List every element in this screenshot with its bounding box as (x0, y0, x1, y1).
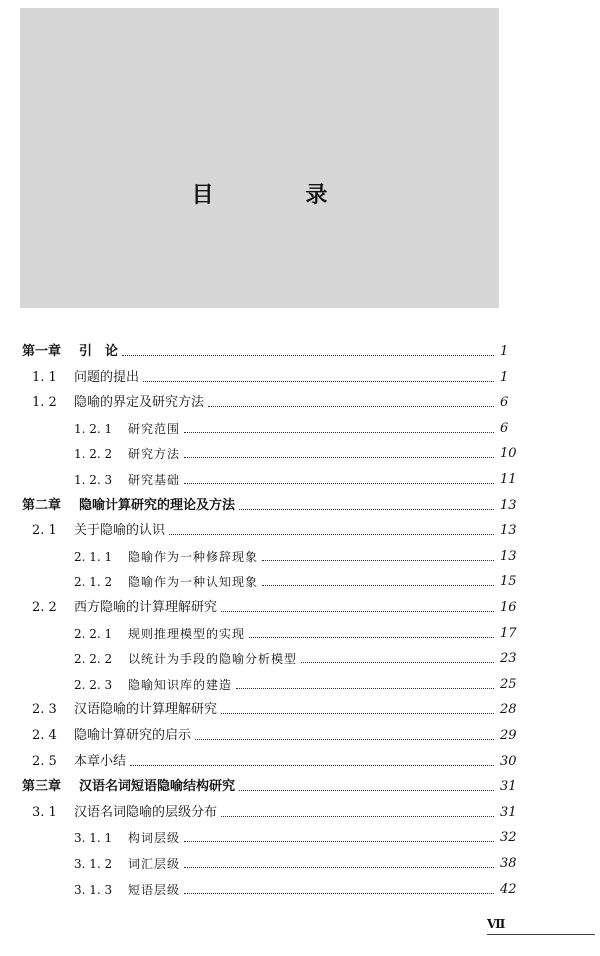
toc-entry (0, 824, 600, 846)
toc-entry-page-number: 13 (500, 523, 517, 539)
toc-entry (0, 440, 600, 462)
toc-entry (0, 594, 600, 616)
toc-entry-page-number: 1 (500, 344, 509, 359)
dot-leader (184, 457, 494, 458)
toc-entry (0, 620, 600, 642)
toc-entry-page-number: 17 (500, 625, 517, 641)
dot-leader (184, 893, 494, 894)
toc-entry-number: 2. 2. 1 (74, 626, 113, 641)
toc-entry-title: 关于隐喻的认识 (74, 523, 166, 539)
toc-entry-title: 本章小结 (74, 753, 127, 769)
toc-entry-number: 2. 2. 3 (74, 677, 113, 692)
toc-entry-row (32, 696, 500, 718)
toc-entry-row (74, 824, 500, 846)
toc-entry-page (500, 671, 600, 693)
toc-entry-title: 问题的提出 (74, 369, 140, 385)
toc-entry-page-number: 31 (500, 804, 517, 820)
toc-entry-number: 第一章 (22, 344, 62, 359)
toc-entry-page (500, 594, 600, 616)
toc-entry-page (500, 620, 600, 642)
toc-entry-page-number: 13 (500, 548, 517, 564)
toc-entry (0, 338, 600, 360)
toc-entry-page-number: 28 (500, 702, 517, 718)
toc-entry-page (500, 748, 600, 770)
dot-leader (236, 688, 494, 689)
toc-entry-page (500, 773, 600, 795)
toc-entry-number: 2. 1 (32, 523, 57, 539)
toc-entry (0, 773, 600, 795)
toc-entry-page (500, 850, 600, 872)
toc-entry-number: 2. 2. 2 (74, 652, 113, 667)
toc-entry-number: 3. 1. 3 (74, 882, 113, 897)
toc-entry (0, 748, 600, 770)
toc-entry-row (32, 389, 500, 411)
toc-entry-row (32, 594, 500, 616)
toc-entry-number: 2. 3 (32, 702, 57, 718)
dot-leader (130, 765, 494, 766)
toc-entry-page-number: 6 (500, 395, 509, 411)
toc-entry (0, 850, 600, 872)
toc-entry-title: 研究基础 (128, 473, 181, 487)
toc-entry-row (32, 722, 500, 744)
toc-entry-title: 引 论 (79, 344, 119, 359)
toc-entry (0, 492, 600, 514)
dot-leader (143, 381, 494, 382)
toc-entry (0, 696, 600, 718)
toc-entry-page-number: 31 (500, 779, 517, 795)
dot-leader (249, 637, 494, 638)
toc-entry-row (74, 620, 500, 642)
toc-entry-page (500, 696, 600, 718)
toc-entry-page (500, 517, 600, 539)
dot-leader (221, 611, 494, 612)
toc-entry (0, 415, 600, 437)
toc-entry-title: 隐喻计算研究的理论及方法 (79, 497, 236, 513)
dot-leader (221, 713, 494, 714)
toc-entry-number: 第二章 (22, 497, 62, 513)
toc-entry-title: 词汇层级 (128, 857, 181, 871)
dot-leader (122, 355, 494, 356)
toc-entry-page (500, 440, 600, 462)
toc-entry-page-number: 15 (500, 574, 517, 590)
dot-leader (301, 662, 494, 663)
toc-entry-number: 1. 2 (32, 395, 57, 411)
toc-entry-page-number: 13 (500, 497, 517, 513)
toc-entry-title: 构词层级 (128, 831, 181, 846)
dot-leader (262, 560, 494, 561)
toc-entry-page-number: 23 (500, 651, 517, 667)
toc-entry (0, 799, 600, 821)
toc-entry-page (500, 645, 600, 667)
toc-entry (0, 671, 600, 693)
toc-entry-page (500, 492, 600, 514)
toc-entry-title: 西方隐喻的计算理解研究 (74, 600, 218, 615)
toc-entry-row (74, 568, 500, 590)
dot-leader (184, 867, 494, 868)
dot-leader (239, 790, 494, 791)
toc-entry-page (500, 389, 600, 411)
toc-entry-title: 隐喻计算研究的启示 (74, 728, 192, 743)
toc-entry (0, 722, 600, 744)
toc-entry-number: 1. 2. 1 (74, 421, 113, 436)
toc-entry-row (74, 671, 500, 693)
dot-leader (239, 509, 494, 510)
toc-entry-page-number: 30 (500, 753, 517, 769)
toc-entry-title: 研究范围 (128, 421, 181, 436)
toc-entry-number: 2. 1. 2 (74, 575, 113, 590)
dot-leader (208, 406, 494, 407)
toc-entry-page-number: 1 (500, 369, 509, 385)
toc-entry-page-number: 42 (500, 881, 517, 897)
toc-entry-page-number: 6 (500, 420, 509, 436)
toc-entry-number: 第三章 (22, 779, 62, 795)
toc-entry-row (22, 492, 500, 514)
toc-entry-page (500, 415, 600, 437)
toc-entry-number: 2. 5 (32, 753, 57, 769)
dot-leader (221, 816, 494, 817)
toc-entry-row (74, 543, 500, 565)
toc-entry-number: 3. 1. 1 (74, 831, 113, 846)
toc-entry-title: 汉语隐喻的计算理解研究 (74, 702, 218, 718)
toc-entry-row (74, 440, 500, 462)
toc-entry-row (74, 466, 500, 488)
toc-entry-page (500, 543, 600, 565)
toc-entry-title: 以统计为手段的隐喻分析模型 (128, 652, 298, 667)
toc-entry-page (500, 364, 600, 386)
toc-entry-row (74, 876, 500, 898)
toc-entry-row (32, 748, 500, 770)
toc-entry-number: 2. 1. 1 (74, 549, 113, 564)
dot-leader (184, 432, 494, 433)
toc-entry-page-number: 32 (500, 830, 517, 846)
toc-entry-page-number: 25 (500, 676, 517, 692)
toc-entry (0, 517, 600, 539)
toc-entry-page-number: 38 (500, 856, 517, 871)
toc-entry-title: 隐喻作为一种修辞现象 (128, 549, 259, 564)
toc-entry-page (500, 799, 600, 821)
toc-entry-row (74, 645, 500, 667)
toc-entry-row (32, 799, 500, 821)
toc-entry-number: 1. 2. 2 (74, 447, 113, 462)
toc-entry (0, 568, 600, 590)
toc-entry-number: 1. 2. 3 (74, 473, 113, 487)
toc-entry-page (500, 338, 600, 360)
toc-entry-number: 3. 1 (32, 804, 57, 820)
toc-entry-row (32, 517, 500, 539)
toc-entry (0, 466, 600, 488)
toc-entry-row (74, 850, 500, 872)
toc-entry-title: 隐喻知识库的建造 (128, 677, 233, 692)
toc-entry-page (500, 722, 600, 744)
toc-entry-page (500, 876, 600, 898)
dot-leader (262, 585, 494, 586)
toc-entry-page-number: 29 (500, 728, 517, 743)
dot-leader (169, 534, 494, 535)
toc-entry-number: 2. 2 (32, 600, 57, 615)
toc-entry-row (74, 415, 500, 437)
toc-entry-title: 隐喻作为一种认知现象 (128, 575, 259, 590)
page-title: 目 录 (191, 183, 370, 208)
toc-entry (0, 543, 600, 565)
toc-entry-page (500, 824, 600, 846)
dot-leader (184, 483, 494, 484)
toc-entry (0, 389, 600, 411)
title-banner (20, 8, 499, 308)
toc-entry-title: 研究方法 (128, 447, 181, 462)
toc-entry-title: 规则推理模型的实现 (128, 626, 246, 641)
toc-entry-number: 3. 1. 2 (74, 857, 113, 871)
toc-entry-row (22, 773, 500, 795)
footer-rule (487, 934, 595, 935)
toc-entry-title: 隐喻的界定及研究方法 (74, 395, 205, 411)
toc-entry-row (32, 364, 500, 386)
toc-entry-title: 短语层级 (128, 882, 181, 897)
toc-entry-page-number: 16 (500, 600, 517, 615)
toc-entry (0, 876, 600, 898)
toc-entry-title: 汉语名词短语隐喻结构研究 (79, 779, 236, 795)
toc-entry-row (22, 338, 500, 360)
toc-entry-page-number: 10 (500, 446, 517, 462)
dot-leader (195, 739, 494, 740)
toc-entry-page (500, 568, 600, 590)
toc-entry (0, 364, 600, 386)
toc-entry-title: 汉语名词隐喻的层级分布 (74, 804, 218, 820)
dot-leader (184, 841, 494, 842)
toc-entry-page-number: 11 (500, 472, 517, 487)
toc-entry-page (500, 466, 600, 488)
toc-entry-number: 2. 4 (32, 728, 57, 743)
toc-entry-number: 1. 1 (32, 369, 57, 385)
toc-entry (0, 645, 600, 667)
page-number: Ⅶ (487, 917, 506, 931)
